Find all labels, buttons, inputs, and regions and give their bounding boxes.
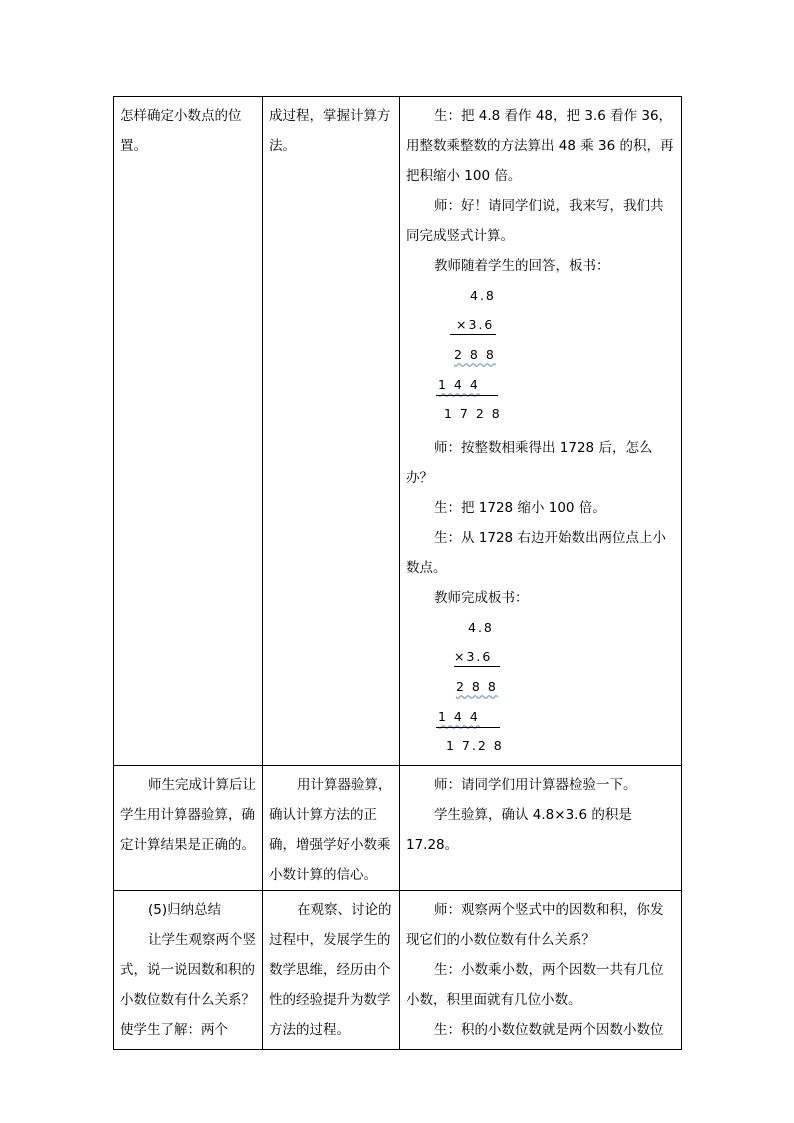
calc-multiplier: ×3.6 bbox=[454, 649, 493, 664]
table-cell bbox=[400, 97, 682, 766]
calc-rule bbox=[436, 395, 498, 396]
dialogue-line: 师：好！请同学们说，我来写，我们共同完成竖式计算。 bbox=[406, 198, 664, 244]
cell-text: 用计算器验算，确认计算方法的正确，增强学好小数乘小数计算的信心。 bbox=[269, 777, 392, 883]
table-cell bbox=[114, 97, 263, 766]
dialogue-line: 生：积的小数位数就是两个因数小数位 bbox=[434, 1022, 664, 1038]
cell-text: 在观察、讨论的过程中，发展学生的数学思维，经历由个性的经验提升为数学方法的过程。 bbox=[269, 902, 392, 1038]
calc-partial-product: 2 8 8 bbox=[454, 347, 496, 362]
table-cell bbox=[263, 891, 400, 1050]
table-cell bbox=[263, 97, 400, 766]
vertical-calculation-1 bbox=[406, 281, 676, 433]
calc-partial-product: 2 8 8 bbox=[456, 679, 498, 694]
dialogue-line: 教师完成板书： bbox=[434, 590, 529, 606]
table-row bbox=[114, 97, 682, 766]
calc-rule bbox=[450, 334, 496, 335]
dialogue-line: 学生验算，确认 4.8×3.6 的积是 17.28。 bbox=[406, 807, 632, 853]
cell-text: 让学生观察两个竖式，说一说因数和积的小数位数有什么关系？使学生了解：两个 bbox=[120, 932, 256, 1038]
table-cell bbox=[114, 891, 263, 1050]
table-row bbox=[114, 766, 682, 891]
dialogue-line: 生：从 1728 右边开始数出两位点上小数点。 bbox=[406, 530, 666, 576]
dialogue-line: 师：请同学们用计算器检验一下。 bbox=[434, 777, 637, 793]
dialogue-line: 生：把 1728 缩小 100 倍。 bbox=[434, 500, 606, 516]
calc-rule bbox=[454, 666, 500, 667]
cell-text: 成过程，掌握计算方法。 bbox=[269, 108, 391, 154]
cell-text: 怎样确定小数点的位置。 bbox=[120, 108, 242, 154]
dialogue-line: 师：按整数相乘得出 1728 后，怎么办？ bbox=[406, 440, 653, 486]
dialogue-line: 生：小数乘小数，两个因数一共有几位小数，积里面就有几位小数。 bbox=[406, 962, 664, 1008]
calc-multiplicand: 4.8 bbox=[470, 288, 496, 303]
calc-multiplicand: 4.8 bbox=[468, 620, 494, 635]
lesson-table bbox=[113, 96, 682, 1050]
calc-result: 1 7 2 8 bbox=[444, 406, 502, 421]
table-cell bbox=[400, 891, 682, 1050]
dialogue-line: 生：把 4.8 看作 48，把 3.6 看作 36，用整数乘整数的方法算出 48 乘 36 的积，再把积缩小 100 倍。 bbox=[406, 108, 674, 184]
table-cell bbox=[263, 766, 400, 891]
table-cell bbox=[114, 766, 263, 891]
table-cell bbox=[400, 766, 682, 891]
calc-partial-product: 1 4 4 bbox=[438, 709, 480, 724]
dialogue-line: 教师随着学生的回答，板书： bbox=[434, 258, 610, 274]
cell-text: 师生完成计算后让学生用计算器验算，确定计算结果是正确的。 bbox=[120, 777, 256, 853]
dialogue-line: 师：观察两个竖式中的因数和积，你发现它们的小数位数有什么关系？ bbox=[406, 902, 664, 948]
calc-partial-product: 1 4 4 bbox=[438, 377, 480, 392]
calc-multiplier: ×3.6 bbox=[456, 317, 495, 332]
vertical-calculation-2 bbox=[406, 613, 676, 765]
table-row bbox=[114, 891, 682, 1050]
section-heading: (5)归纳总结 bbox=[148, 902, 222, 918]
calc-result: 1 7.2 8 bbox=[446, 738, 504, 753]
calc-rule bbox=[436, 727, 500, 728]
